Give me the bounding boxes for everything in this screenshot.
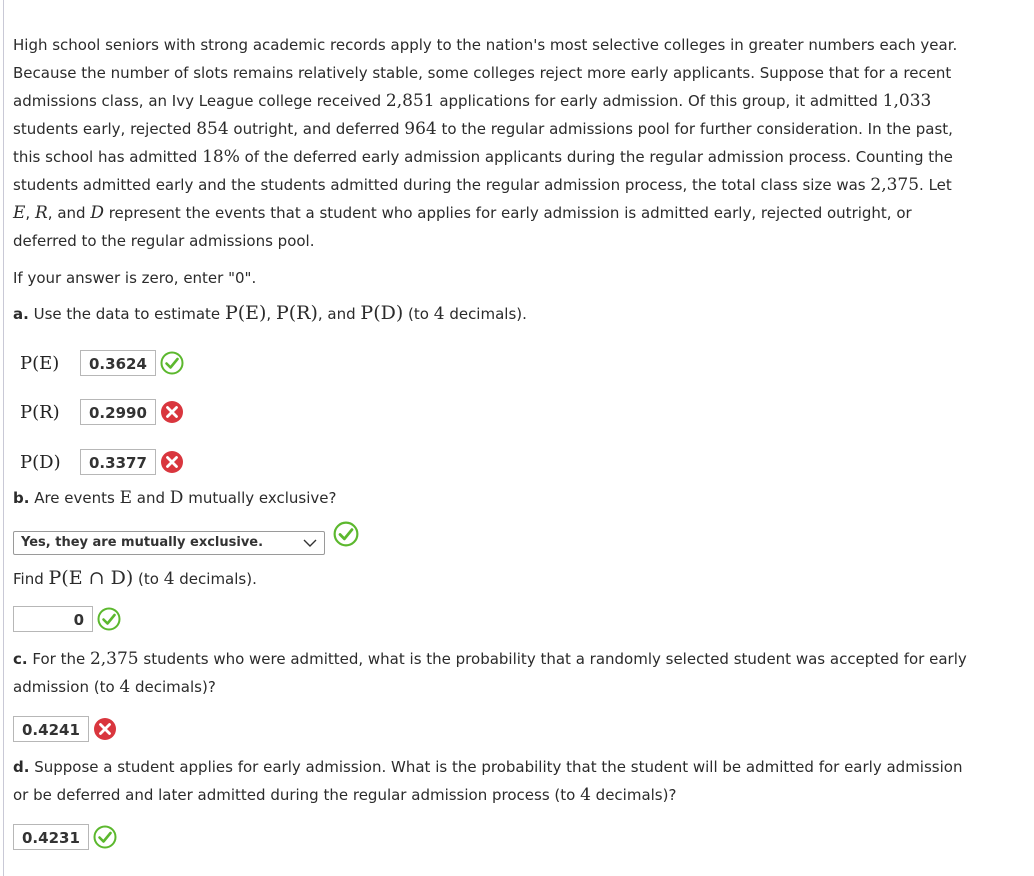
prompt-text: decimals). [174,570,257,588]
prob-pe-and-d: P(E ∩ D) [48,567,134,589]
incorrect-x-icon [93,717,117,741]
prompt-text: admission (to [13,678,120,696]
part-b-prompt [13,485,336,511]
intro-line [13,171,1033,199]
answer-input-pd[interactable]: 0.3377 [80,449,156,475]
intro-line [13,115,1033,143]
rejected-count: 854 [196,119,229,139]
answer-label: P(D) [20,451,61,473]
find-prompt [13,565,257,592]
part-a-prompt [13,300,527,327]
intro-line [13,59,1033,87]
admit-percentage: 18% [202,147,240,167]
prompt-text: mutually exclusive? [183,489,337,507]
answer-input-pr[interactable]: 0.2990 [80,399,156,425]
correct-check-icon [93,825,117,849]
answer-input-pe-and-d[interactable]: 0 [13,606,93,632]
event-d: D [90,203,104,223]
intro-line [13,199,1033,227]
prompt-text: Suppose a student applies for early admission. What is the probability that the student will be admitted for early admission [29,758,963,776]
answer-row-c [13,716,117,742]
admitted-count: 1,033 [882,91,932,111]
answer-input-d[interactable]: 0.4231 [13,824,89,850]
intro-text: Because the number of slots remains relatively stable, some colleges reject more early applicants. Suppose that for a recent [13,64,952,82]
intro-text: , [25,204,35,222]
decimals-count: 4 [163,569,175,589]
part-label: d. [13,758,30,776]
intro-text: outright, and deferred [228,120,405,138]
intro-text: students admitted early and the students admitted during the regular admission process, the total class size was [13,176,871,194]
prompt-text: , [266,305,276,323]
intro-line [13,87,1033,115]
prompt-text: For the [27,650,90,668]
prompt-text: (to [133,570,164,588]
prob-pr: P(R) [275,302,318,324]
intro-line [13,143,1033,171]
intro-text: admissions class, an Ivy League college received [13,92,386,110]
decimals-count: 4 [119,677,131,697]
decimals-count: 4 [433,304,445,324]
intro-text: this school has admitted [13,148,203,166]
prompt-text: decimals)? [590,786,677,804]
intro-text: High school seniors with strong academic records apply to the nation's most selective colleges in greater numbers each year. [13,36,958,54]
answer-label: P(E) [20,352,60,374]
intro-text: , and [47,204,91,222]
chevron-down-icon [302,535,318,551]
prompt-text: decimals)? [130,678,216,696]
intro-text: represent the events that a student who applies for early admission is admitted early, rejected outright, or [103,204,912,222]
class-size: 2,375 [870,175,920,195]
incorrect-x-icon [160,450,184,474]
correct-check-icon [333,521,359,547]
intro-line [13,227,1033,255]
event-r: R [34,203,48,223]
answer-row-pe [20,350,184,376]
intro-line [13,31,1033,59]
intro-text: . Let [919,176,952,194]
answer-row-pe-and-d [13,606,121,632]
deferred-count: 964 [404,119,437,139]
intro-text: applications for early admission. Of this group, it admitted [434,92,883,110]
event-e: E [119,488,133,508]
answer-label: P(R) [20,401,60,423]
prompt-text: Are events [29,489,120,507]
dropdown-selected-value: Yes, they are mutually exclusive. [21,535,264,550]
decimals-count: 4 [580,785,591,805]
prompt-text: , and [317,305,361,323]
correct-check-icon [160,351,184,375]
event-e: E [13,203,26,223]
applications-count: 2,851 [385,91,435,111]
intro-text: of the deferred early admission applicants during the regular admission process. Counting the [239,148,953,166]
intro-text: to the regular admissions pool for further consideration. In the past, [436,120,953,138]
intro-text: deferred to the regular admissions pool. [13,232,315,250]
correct-check-icon [97,607,121,631]
answer-input-pe[interactable]: 0.3624 [80,350,156,376]
prompt-text: and [132,489,170,507]
incorrect-x-icon [160,400,184,424]
answer-row-pd [20,449,184,475]
part-label: b. [13,489,30,507]
prob-pd: P(D) [360,302,404,324]
mutually-exclusive-dropdown[interactable] [13,531,325,555]
prompt-text: (to [403,305,434,323]
intro-text: students early, rejected [13,120,197,138]
zero-note: If your answer is zero, enter "0". [13,269,257,287]
class-size: 2,375 [89,649,139,669]
prompt-text: decimals). [444,305,527,323]
page-left-border [3,0,4,876]
prompt-text: Find [13,570,49,588]
prompt-text: Use the data to estimate [28,305,225,323]
part-d-prompt [13,753,1033,809]
part-c-prompt [13,645,1033,701]
prob-pe: P(E) [224,302,267,324]
part-label: c. [13,650,28,668]
prompt-text: students who were admitted, what is the probability that a randomly selected student was accepted for early [138,650,967,668]
problem-statement [13,31,1033,255]
answer-row-pr [20,399,184,425]
prompt-text: or be deferred and later admitted during the regular admission process (to [13,786,581,804]
event-d: D [169,488,184,508]
part-label: a. [13,305,29,323]
answer-input-c[interactable]: 0.4241 [13,716,89,742]
answer-row-d [13,824,117,850]
